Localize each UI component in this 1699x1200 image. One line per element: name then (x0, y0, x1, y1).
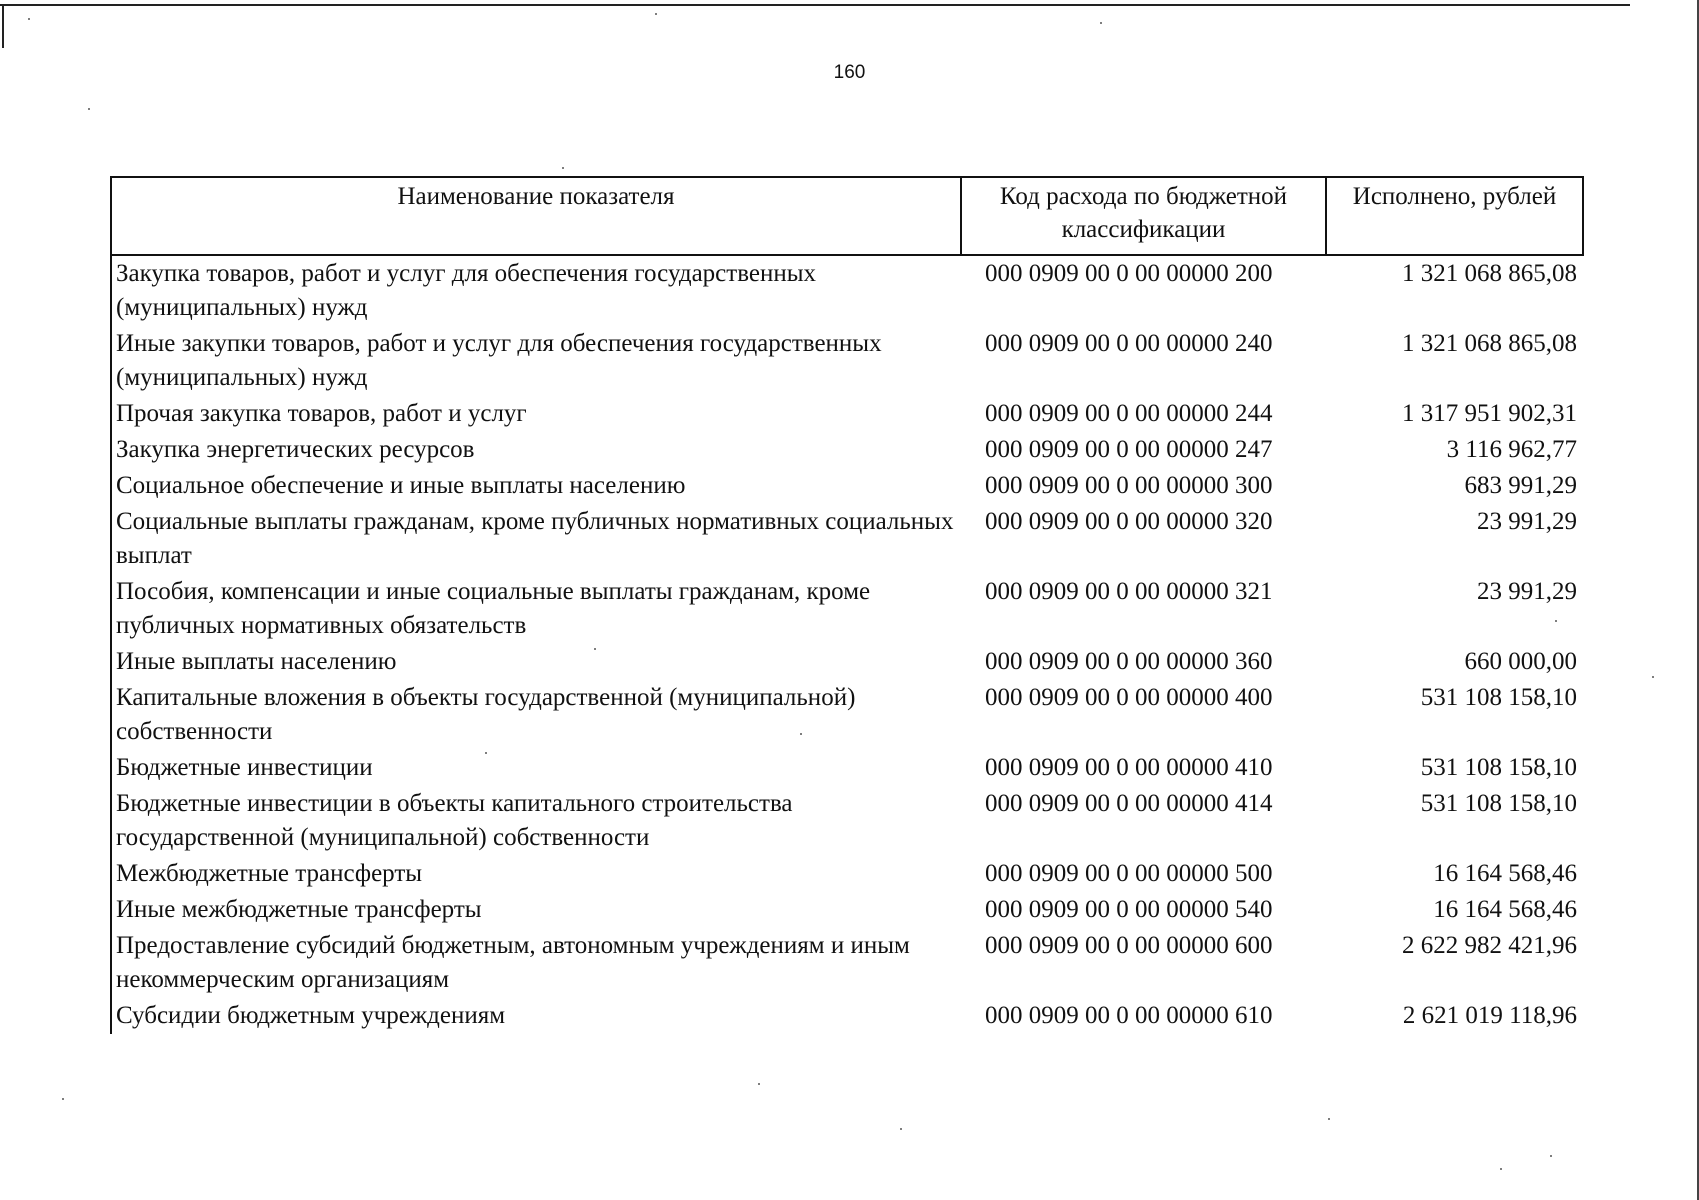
row-sum-cell: 531 108 158,10 (1420, 684, 1577, 711)
scan-speck (88, 108, 90, 110)
scan-speck (1100, 22, 1102, 24)
row-sum-cell: 1 317 951 902,31 (1402, 400, 1577, 427)
row-code-cell: 000 0909 00 0 00 00000 500 (985, 860, 1273, 887)
row-name-cell: Закупка товаров, работ и услуг для обеспечения государственных (муниципальных) нужд (111, 255, 961, 326)
row-code-cell: 000 0909 00 0 00 00000 400 (985, 684, 1273, 711)
row-name-cell: Бюджетные инвестиции в объекты капитального строительства государственной (муниципальной) собственности (111, 786, 961, 856)
row-name-cell: Бюджетные инвестиции (111, 750, 961, 786)
table-row (111, 998, 1583, 1034)
row-name-cell: Субсидии бюджетным учреждениям (111, 998, 961, 1034)
row-name-cell: Иные закупки товаров, работ и услуг для обеспечения государственных (муниципальных) нужд (111, 326, 961, 396)
table-row (111, 786, 1583, 856)
row-code-cell: 000 0909 00 0 00 00000 200 (985, 260, 1273, 287)
table-row (111, 504, 1583, 574)
column-header-sum: Исполнено, рублей (1326, 177, 1583, 255)
row-code-cell: 000 0909 00 0 00 00000 320 (985, 508, 1273, 535)
column-header-name: Наименование показателя (111, 177, 961, 255)
row-sum-cell: 2 622 982 421,96 (1402, 932, 1577, 959)
table-row (111, 326, 1583, 396)
row-sum-cell: 1 321 068 865,08 (1402, 330, 1577, 357)
table-row (111, 680, 1583, 750)
row-sum-cell: 23 991,29 (1477, 508, 1577, 535)
row-name-cell: Прочая закупка товаров, работ и услуг (111, 396, 961, 432)
table-row (111, 396, 1583, 432)
scan-speck (900, 1128, 902, 1130)
row-sum-cell: 16 164 568,46 (1433, 860, 1577, 887)
budget-execution-table (110, 176, 1584, 1034)
scan-border-top (0, 4, 1630, 6)
scan-speck (1500, 1168, 1502, 1170)
table-row (111, 432, 1583, 468)
scan-speck (62, 1098, 64, 1100)
scan-speck (562, 167, 564, 169)
scan-speck (1652, 676, 1654, 678)
row-code-cell: 000 0909 00 0 00 00000 414 (985, 790, 1273, 817)
row-name-cell: Пособия, компенсации и иные социальные выплаты гражданам, кроме публичных нормативных обязательств (111, 574, 961, 644)
scan-speck (1550, 1155, 1552, 1157)
row-name-cell: Закупка энергетических ресурсов (111, 432, 961, 468)
row-code-cell: 000 0909 00 0 00 00000 600 (985, 932, 1273, 959)
table-header-row (111, 177, 1583, 255)
column-header-code: Код расхода по бюджетной классификации (961, 177, 1326, 255)
row-sum-cell: 683 991,29 (1464, 472, 1577, 499)
row-name-cell: Социальные выплаты гражданам, кроме публичных нормативных социальных выплат (111, 504, 961, 574)
table-row (111, 574, 1583, 644)
row-code-cell: 000 0909 00 0 00 00000 240 (985, 330, 1273, 357)
row-code-cell: 000 0909 00 0 00 00000 321 (985, 578, 1273, 605)
row-name-cell: Капитальные вложения в объекты государственной (муниципальной) собственности (111, 680, 961, 750)
row-code-cell: 000 0909 00 0 00 00000 610 (985, 1002, 1273, 1029)
row-name-cell: Иные выплаты населению (111, 644, 961, 680)
scan-speck (1328, 1118, 1330, 1120)
row-code-cell: 000 0909 00 0 00 00000 410 (985, 754, 1273, 781)
row-code-cell: 000 0909 00 0 00 00000 300 (985, 472, 1273, 499)
page-number: 160 (833, 62, 866, 83)
row-sum-cell: 531 108 158,10 (1420, 790, 1577, 817)
table-row (111, 750, 1583, 786)
row-sum-cell: 3 116 962,77 (1446, 436, 1577, 463)
table-row (111, 644, 1583, 680)
row-name-cell: Иные межбюджетные трансферты (111, 892, 961, 928)
scan-border-left (2, 4, 4, 48)
table-row (111, 468, 1583, 504)
row-sum-cell: 1 321 068 865,08 (1402, 260, 1577, 287)
row-name-cell: Социальное обеспечение и иные выплаты населению (111, 468, 961, 504)
row-code-cell: 000 0909 00 0 00 00000 244 (985, 400, 1273, 427)
table-row (111, 928, 1583, 998)
row-sum-cell: 16 164 568,46 (1433, 896, 1577, 923)
row-name-cell: Межбюджетные трансферты (111, 856, 961, 892)
row-code-cell: 000 0909 00 0 00 00000 360 (985, 648, 1273, 675)
row-sum-cell: 531 108 158,10 (1420, 754, 1577, 781)
scan-speck (28, 18, 30, 20)
table-row (111, 255, 1583, 326)
scan-speck (655, 13, 657, 15)
row-code-cell: 000 0909 00 0 00 00000 247 (985, 436, 1273, 463)
row-name-cell: Предоставление субсидий бюджетным, автономным учреждениям и иным некоммерческим организациям (111, 928, 961, 998)
table-row (111, 856, 1583, 892)
table-row (111, 892, 1583, 928)
row-sum-cell: 660 000,00 (1464, 648, 1577, 675)
row-sum-cell: 23 991,29 (1477, 578, 1577, 605)
scan-speck (758, 1083, 760, 1085)
row-code-cell: 000 0909 00 0 00 00000 540 (985, 896, 1273, 923)
row-sum-cell: 2 621 019 118,96 (1402, 1002, 1577, 1029)
